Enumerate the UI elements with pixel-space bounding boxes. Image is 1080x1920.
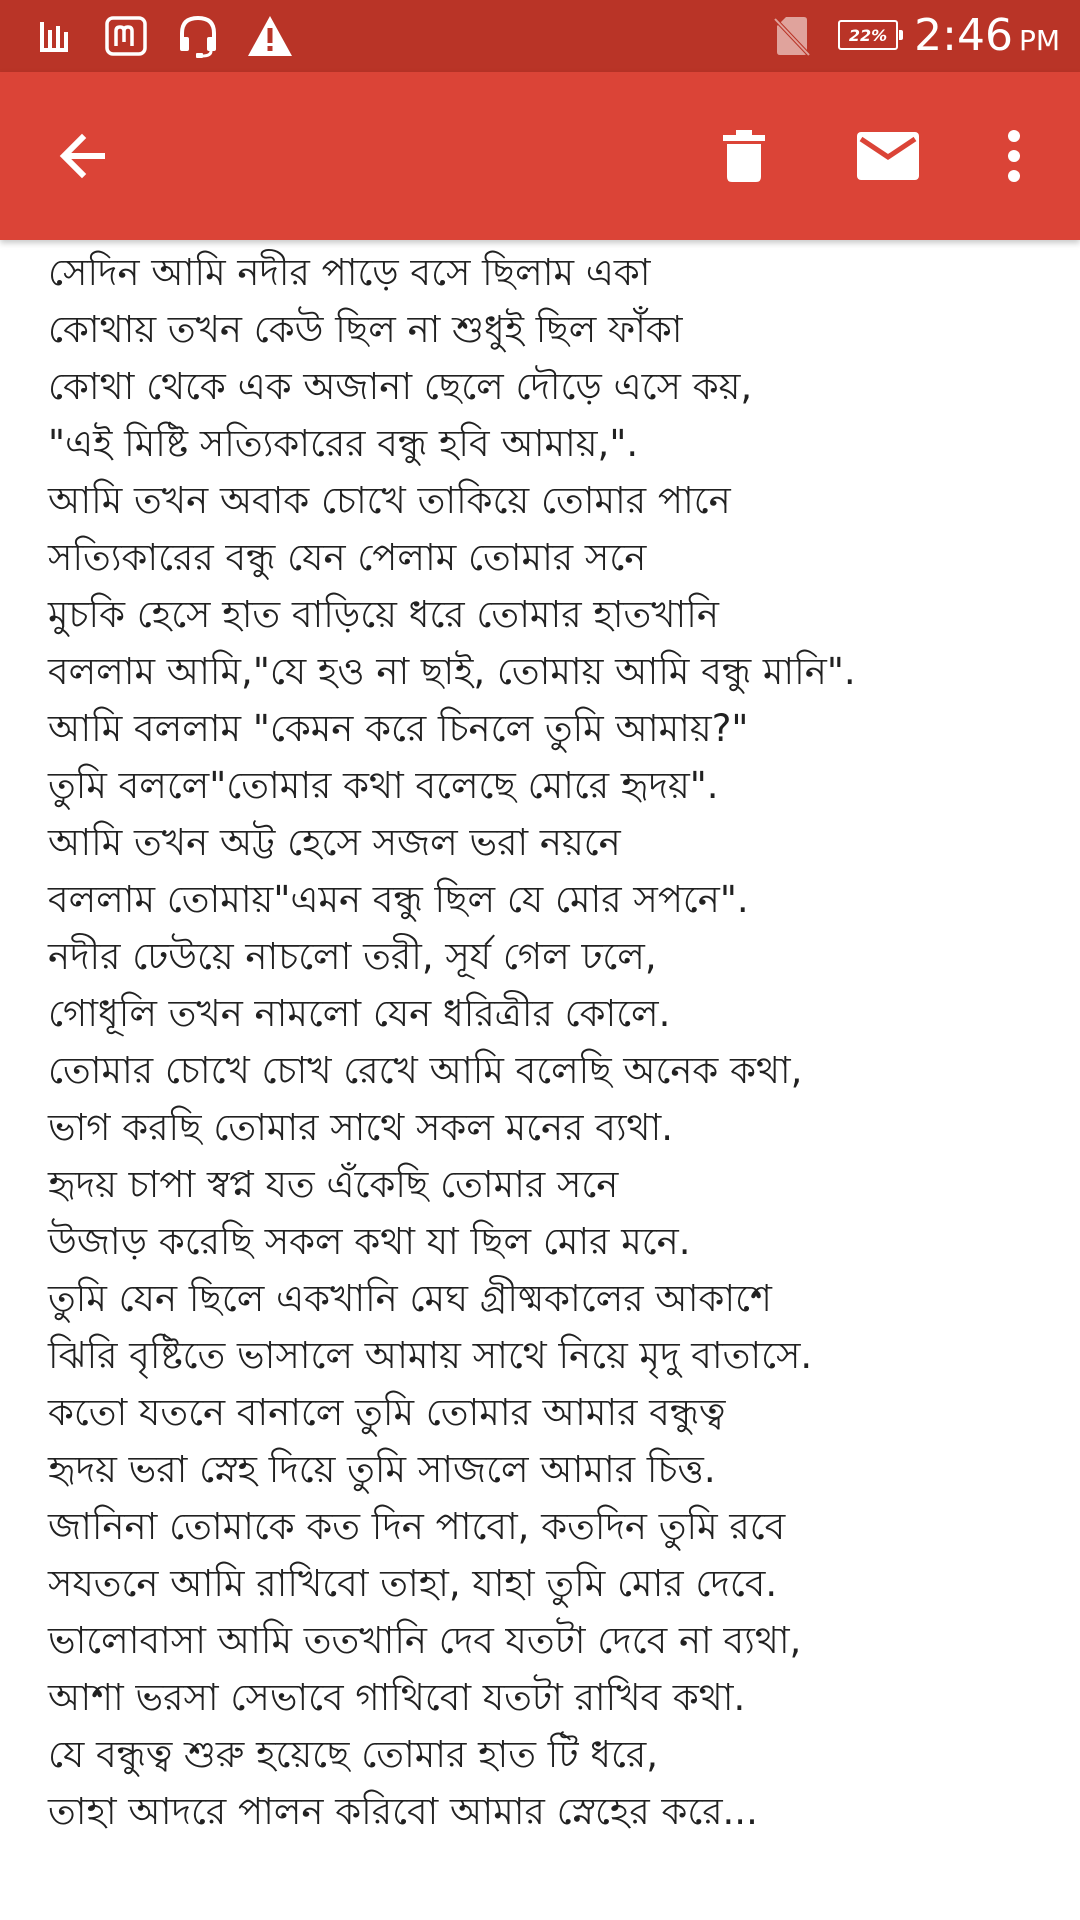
clock-time: 2:46: [914, 10, 1013, 61]
message-line: আশা ভরসা সেভাবে গাথিবো যতটা রাখিব কথা.: [48, 1676, 746, 1719]
m-app-icon: [102, 12, 150, 60]
message-toolbar: [0, 72, 1080, 240]
message-line: আমি বললাম "কেমন করে চিনলে তুমি আমায়?": [48, 707, 749, 750]
message-line: "এই মিষ্টি সত্যিকারের বন্ধু হবি আমায়,".: [48, 422, 639, 465]
message-line: হৃদয় ভরা স্নেহ দিয়ে তুমি সাজলে আমার চিত্ত.: [48, 1448, 716, 1491]
message-line: ঝিরি বৃষ্টিতে ভাসালে আমায় সাথে নিয়ে মৃদু বাতাসে.: [48, 1334, 813, 1377]
message-line: গোধূলি তখন নামলো যেন ধরিত্রীর কোলে.: [48, 992, 671, 1035]
delete-button[interactable]: [700, 112, 788, 200]
more-vert-icon: [1004, 128, 1024, 184]
message-line: নদীর ঢেউয়ে নাচলো তরী, সূর্য গেল ঢলে,: [48, 935, 657, 978]
delete-icon: [720, 128, 768, 184]
message-line: জানিনা তোমাকে কত দিন পাবো, কতদিন তুমি রবে: [48, 1505, 786, 1548]
message-line: ভালোবাসা আমি ততখানি দেব যতটা দেবে না ব্যথা,: [48, 1619, 802, 1662]
message-line: কোথা থেকে এক অজানা ছেলে দৌড়ে এসে কয়,: [48, 365, 753, 408]
message-line: সযতনে আমি রাখিবো তাহা, যাহা তুমি মোর দেবে.: [48, 1562, 778, 1605]
message-line: তুমি বললে"তোমার কথা বলেছে মোরে হৃদয়".: [48, 764, 719, 807]
headset-icon: [174, 12, 222, 60]
message-line: বললাম আমি,"যে হও না ছাই, তোমায় আমি বন্ধু মানি".: [48, 650, 856, 693]
message-line: ভাগ করছি তোমার সাথে সকল মনের ব্যথা.: [48, 1106, 674, 1149]
mail-icon: [856, 131, 920, 181]
battery-icon: 22%: [838, 20, 898, 50]
message-line: সত্যিকারের বন্ধু যেন পেলাম তোমার সনে: [48, 536, 647, 579]
no-sim-icon: [768, 12, 816, 60]
message-line: বললাম তোমায়"এমন বন্ধু ছিল যে মোর সপনে".: [48, 878, 749, 921]
more-options-button[interactable]: [970, 112, 1058, 200]
message-line: তোমার চোখে চোখ রেখে আমি বলেছি অনেক কথা,: [48, 1049, 803, 1092]
message-line: আমি তখন অবাক চোখে তাকিয়ে তোমার পানে: [48, 479, 731, 522]
message-body: [48, 244, 1048, 1840]
clock-ampm: PM: [1018, 24, 1060, 57]
message-line: হৃদয় চাপা স্বপ্ন যত এঁকেছি তোমার সনে: [48, 1163, 619, 1206]
back-button[interactable]: [38, 112, 126, 200]
message-line: আমি তখন অট্ট হেসে সজল ভরা নয়নে: [48, 821, 621, 864]
message-line: উজাড় করেছি সকল কথা যা ছিল মোর মনে.: [48, 1220, 691, 1263]
clock: [914, 10, 1060, 62]
mail-button[interactable]: [844, 112, 932, 200]
message-line: তাহা আদরে পালন করিবো আমার স্নেহের করে...: [48, 1790, 758, 1833]
warning-icon: [244, 12, 296, 60]
app-notification-icon: [30, 12, 78, 60]
message-line: তুমি যেন ছিলে একখানি মেঘ গ্রীষ্মকালের আকাশে: [48, 1277, 772, 1320]
message-line: মুচকি হেসে হাত বাড়িয়ে ধরে তোমার হাতখানি: [48, 593, 719, 636]
message-line: যে বন্ধুত্ব শুরু হয়েছে তোমার হাত টি ধরে,: [48, 1733, 659, 1776]
message-line: কতো যতনে বানালে তুমি তোমার আমার বন্ধুত্ব: [48, 1391, 726, 1434]
message-line: সেদিন আমি নদীর পাড়ে বসে ছিলাম একা: [48, 251, 651, 294]
status-bar: [0, 0, 1080, 72]
back-arrow-icon: [54, 128, 110, 184]
message-line: কোথায় তখন কেউ ছিল না শুধুই ছিল ফাঁকা: [48, 308, 683, 351]
